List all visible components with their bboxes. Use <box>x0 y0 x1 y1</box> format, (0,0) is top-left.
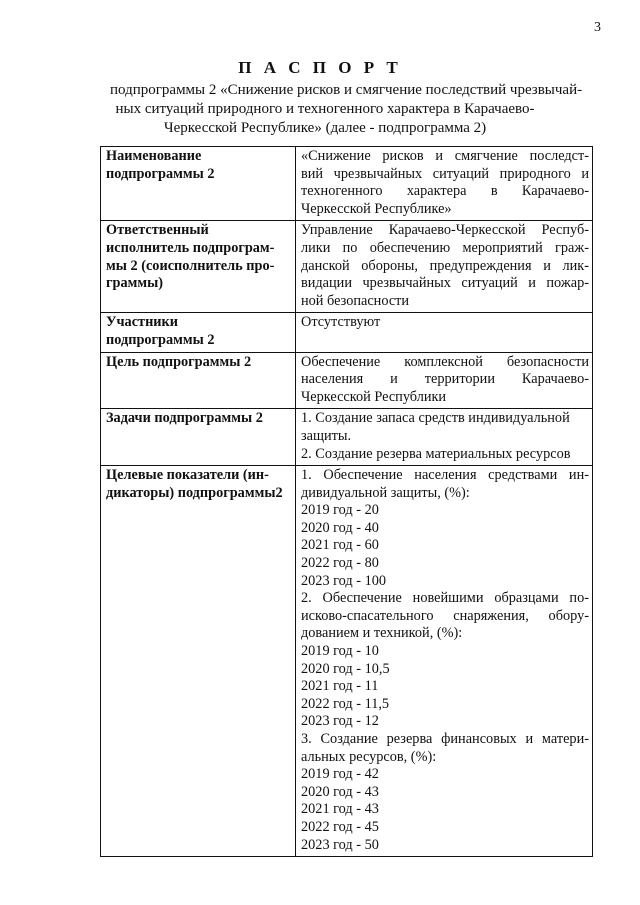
value-line: 2019 год - 42 <box>301 766 379 783</box>
label-line: Наименование <box>106 148 202 164</box>
subtitle-line: Черкесской Республике» (далее - подпрограмма 2) <box>163 120 487 136</box>
table-row-responsible <box>101 221 593 313</box>
value-line: Управление Карачаево-Черкесской Респуб- <box>301 222 589 239</box>
value-line: 2023 год - 50 <box>301 836 379 853</box>
value-line: исково-спасательного снаряжения, обору- <box>301 607 589 624</box>
table-row-participants <box>101 313 593 352</box>
label-line: Целевые показатели (ин- <box>106 467 269 484</box>
value-line: дивидуальной защиты, (%): <box>301 484 470 501</box>
value-line: Черкесской Республики <box>301 388 447 405</box>
label-line: дикаторы) подпрограммы2 <box>106 484 283 501</box>
label-line: подпрограммы 2 <box>106 331 215 348</box>
row-value <box>296 409 593 466</box>
row-value <box>296 313 593 352</box>
value-line: альных ресурсов, (%): <box>301 748 437 765</box>
value-line: данской обороны, предупреждения и лик- <box>301 257 589 274</box>
value-line: 2020 год - 10,5 <box>301 660 390 677</box>
label-line: исполнитель подпрограм- <box>106 239 275 256</box>
row-value <box>296 147 593 221</box>
label-line: Цель подпрограммы 2 <box>106 353 252 370</box>
row-label <box>101 409 296 466</box>
page-number: 3 <box>594 20 601 35</box>
label-line: мы 2 (соисполнитель про- <box>106 257 275 274</box>
row-label <box>101 466 296 857</box>
row-label <box>101 147 296 221</box>
value-line: защиты. <box>301 427 352 444</box>
value-line: техногенного характера в Карачаево- <box>301 183 589 200</box>
value-line: 3. Создание резерва финансовых и матери- <box>301 731 589 747</box>
value-line: Отсутствуют <box>301 314 381 331</box>
value-line: 2021 год - 60 <box>301 537 379 554</box>
row-label <box>101 221 296 313</box>
row-value <box>296 221 593 313</box>
row-value <box>296 352 593 409</box>
value-line: населения и территории Карачаево- <box>301 371 589 388</box>
value-line: дованием и техникой, (%): <box>301 625 463 642</box>
value-line: лики по обеспечению мероприятий граж- <box>301 239 589 256</box>
subtitle-line: подпрограммы 2 «Снижение рисков и смягчение последствий чрезвычай- <box>110 82 583 98</box>
value-line: 2023 год - 100 <box>301 572 387 589</box>
document-title: П А С П О Р Т <box>238 58 402 77</box>
table-row-name <box>101 147 593 221</box>
value-line: 2023 год - 12 <box>301 713 379 730</box>
row-value <box>296 466 593 857</box>
value-line: 2022 год - 11,5 <box>301 695 390 712</box>
value-line: Обеспечение комплексной безопасности <box>301 353 589 370</box>
value-line: видации чрезвычайных ситуаций и пожар- <box>301 275 589 292</box>
passport-table <box>100 146 593 857</box>
value-line: 1. Создание запаса средств индивидуальной <box>301 410 570 427</box>
label-line: граммы) <box>106 275 163 292</box>
label-line: Участники <box>106 314 179 331</box>
row-label <box>101 352 296 409</box>
value-line: 2020 год - 43 <box>301 783 379 800</box>
value-line: 2019 год - 10 <box>301 643 379 660</box>
value-line: ной безопасности <box>301 292 410 309</box>
value-line: 1. Обеспечение населения средствами ин- <box>301 467 589 484</box>
document-subtitle <box>110 81 583 138</box>
value-line: 2022 год - 45 <box>301 818 379 835</box>
value-line: 2021 год - 11 <box>301 678 379 695</box>
table-row-goal <box>101 352 593 409</box>
value-line: 2. Создание резерва материальных ресурсов <box>301 445 571 462</box>
value-line: Черкесской Республике» <box>301 200 452 217</box>
subtitle-line: ных ситуаций природного и техногенного характера в Карачаево- <box>115 101 535 117</box>
value-line: 2. Обеспечение новейшими образцами по- <box>301 590 589 607</box>
label-line: подпрограммы 2 <box>106 165 215 182</box>
value-line: 2021 год - 43 <box>301 801 379 818</box>
value-line: «Снижение рисков и смягчение последст- <box>301 148 589 164</box>
value-line: вий чрезвычайных ситуаций природного и <box>301 165 589 182</box>
value-line: 2020 год - 40 <box>301 519 379 536</box>
table-row-tasks <box>101 409 593 466</box>
label-line: Ответственный <box>106 222 209 239</box>
row-label <box>101 313 296 352</box>
value-line: 2022 год - 80 <box>301 555 379 572</box>
value-line: 2019 год - 20 <box>301 502 379 519</box>
label-line: Задачи подпрограммы 2 <box>106 410 263 427</box>
table-row-indicators <box>101 466 593 857</box>
